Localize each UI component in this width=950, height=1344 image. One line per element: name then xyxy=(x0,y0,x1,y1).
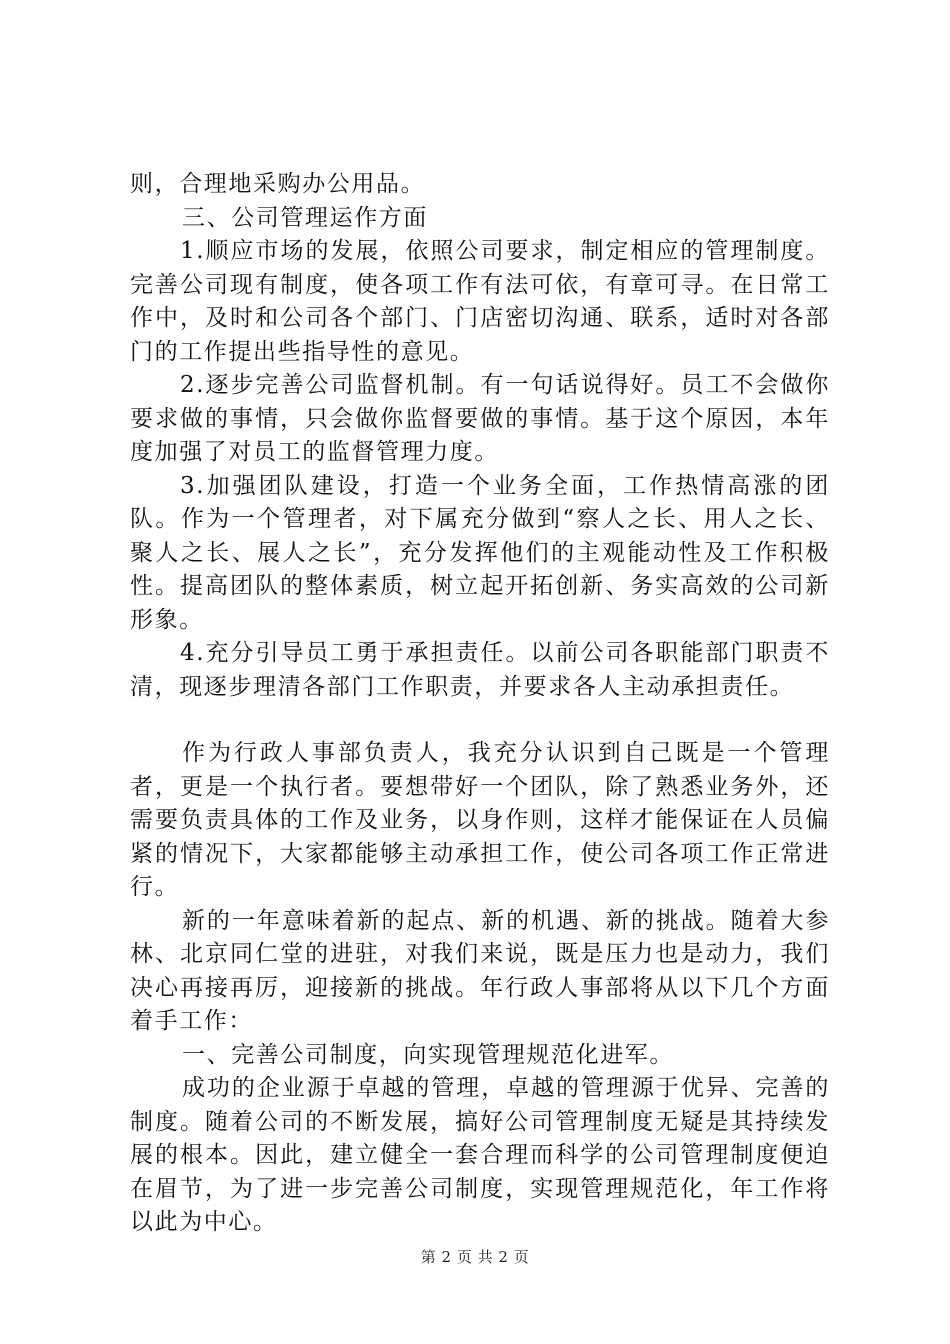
document-body xyxy=(130,168,830,1240)
paragraph-role-statement: 作为行政人事部负责人，我充分认识到自己既是一个管理者，更是一个执行者。要想带好一个团队，除了熟悉业务外，还需要负责具体的工作及业务，以身作则，这样才能保证在人员偏紧的情况下，大家都能够主动承担工作，使公司各项工作正常进行。 xyxy=(130,740,830,900)
paragraph-new-year: 新的一年意味着新的起点、新的机遇、新的挑战。随着大参林、北京同仁堂的进驻，对我们来说，既是压力也是动力，我们决心再接再厉，迎接新的挑战。年行政人事部将从以下几个方面着手工作： xyxy=(130,907,830,1034)
section-heading-1: 一、完善公司制度，向实现管理规范化进军。 xyxy=(182,1041,674,1068)
section-heading-3: 三、公司管理运作方面 xyxy=(182,204,428,231)
paragraph-continuation: 则，合理地采购办公用品。 xyxy=(130,171,426,197)
paragraph-item-2: 2.逐步完善公司监督机制。有一句话说得好。员工不会做你要求做的事情，只会做你监督要做的事情。基于这个原因，本年度加强了对员工的监督管理力度。 xyxy=(130,372,830,465)
page-footer: 第 2 页 共 2 页 xyxy=(420,1248,530,1266)
paragraph-item-3: 3.加强团队建设，打造一个业务全面，工作热情高涨的团队。作为一个管理者，对下属充分做到“察人之长、用人之长、聚人之长、展人之长”，充分发挥他们的主观能动性及工作积极性。提高团队的整体素质，树立起开拓创新、务实高效的公司新形象。 xyxy=(130,472,830,633)
paragraph-item-4: 4.充分引导员工勇于承担责任。以前公司各职能部门职责不清，现逐步理清各部门工作职责，并要求各人主动承担责任。 xyxy=(130,640,830,700)
paragraph-management-system: 成功的企业源于卓越的管理，卓越的管理源于优异、完善的制度。随着公司的不断发展，搞好公司管理制度无疑是其持续发展的根本。因此，建立健全一套合理而科学的公司管理制度便迫在眉节，为了进一步完善公司制度，实现管理规范化，年工作将以此为中心。 xyxy=(130,1075,830,1235)
paragraph-item-1: 1.顺应市场的发展，依照公司要求，制定相应的管理制度。完善公司现有制度，使各项工作有法可依，有章可寻。在日常工作中，及时和公司各个部门、门店密切沟通、联系，适时对各部门的工作提出些指导性的意见。 xyxy=(130,238,830,365)
